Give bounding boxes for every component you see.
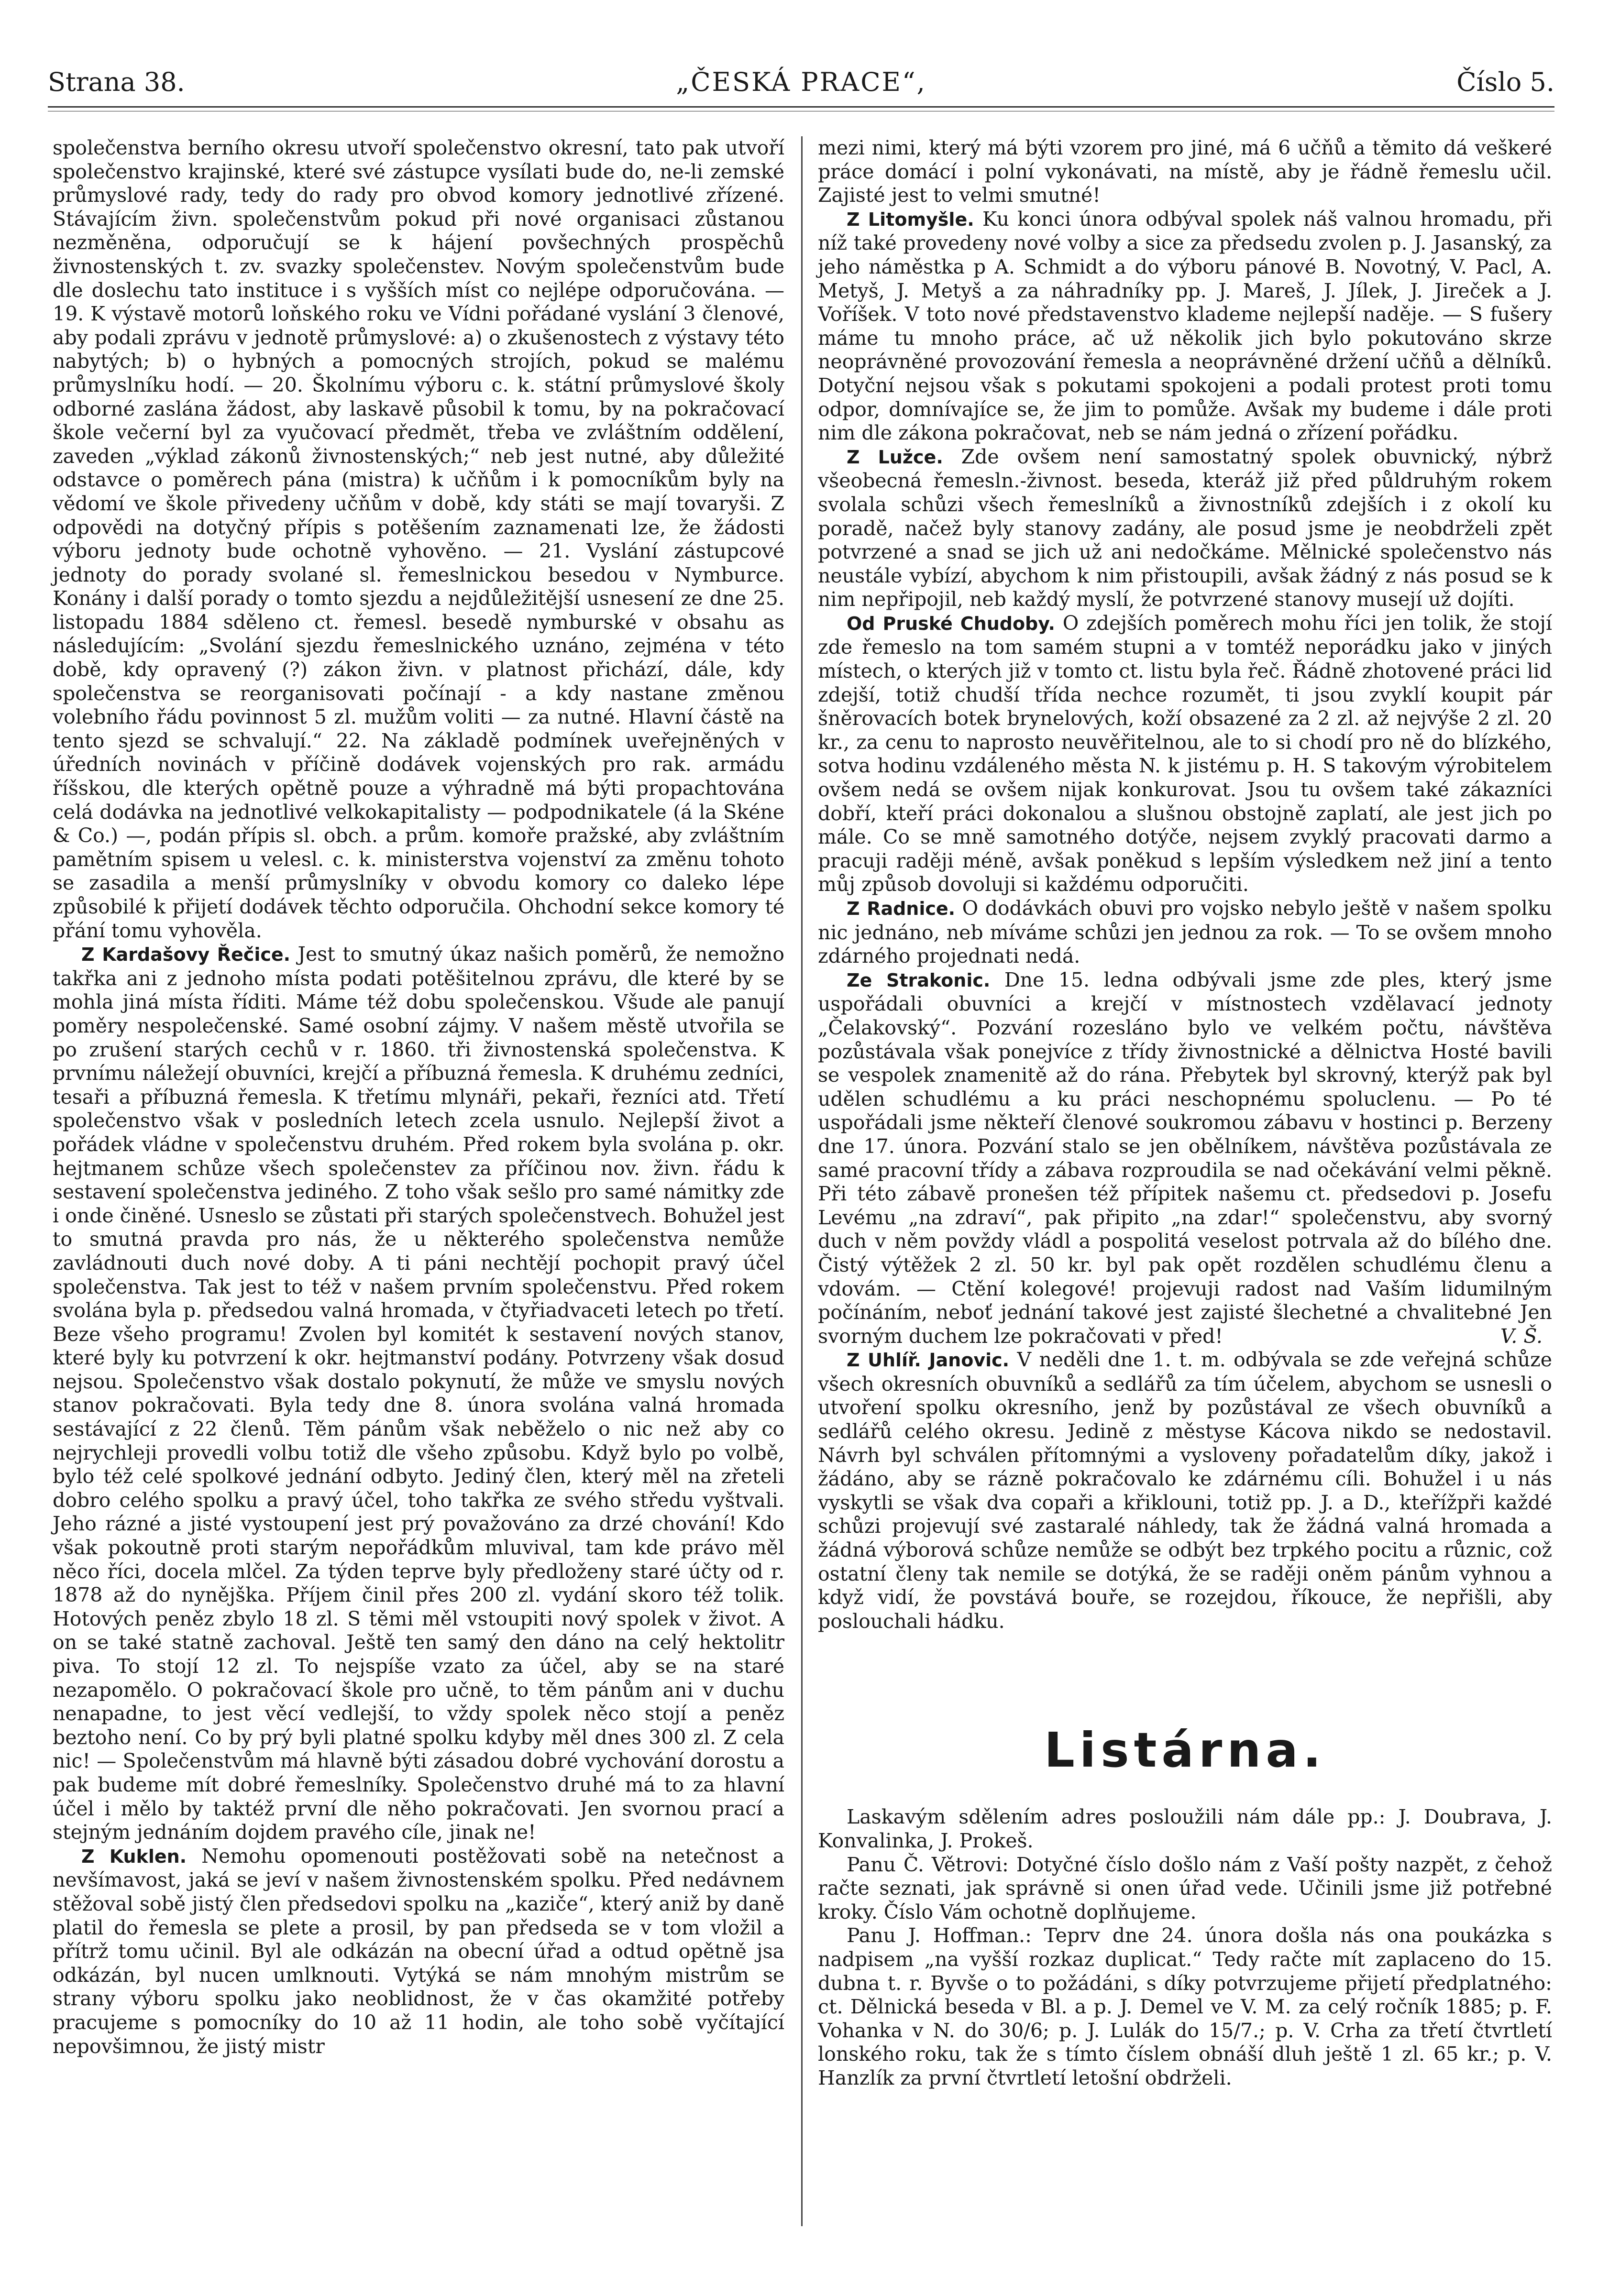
report-kuklen <box>53 1845 784 2058</box>
report-heading: Ze Strakonic. <box>847 969 991 991</box>
article-continuation: společenstva berního okresu utvoří společenstvo okresní, tato pak utvoří společenstvo krajinské, které své zástupce vysílati bude do, ne-li zemské průmyslové rady, tedy do rady pro obvod komory jednotlivé zřízené. Stávajícím živn. společenstvům pokud při nové organisaci zůstanou nezměněna, odporučují se k hájení povšechných prospěchů živnostenských t. zv. svazky společenstev. Novým společenstvům bude dle doslechu tato instituce i s vyšších míst co nejlépe odporučována. — 19. K výstavě motorů loňského roku ve Vídni pořádané vyslání 3 členové, aby podali zprávu v jednotě průmyslové: a) o zkušenostech z výstavy této nabytých; b) o hybných a pomocných strojích, pokud se malému průmyslníku hodí. — 20. Školnímu výboru c. k. státní průmyslové školy odborné zaslána žádost, aby laskavě působil k tomu, by na pokračovací škole večerní byl za vyučovací předmět, třeba ve zvláštním oddělení, zaveden „výklad zákonů živnostenských;“ neb jest nutné, aby důležité odstavce o poměrech pána (mistra) k učňům i k pomocníkům byly na vědomí ve škole přivedeny učňům v době, kdy státi se mají tovaryši. Z odpovědi na dotyčný přípis s potěšením zaznamenati lze, že žádosti výboru jednoty bude ochotně vyhověno. — 21. Vyslání zástupcové jednoty do porady svolané sl. řemeslnickou besedou v Nymburce. Konány i další porady o tomto sjezdu a nejdůležitější usnesení ze dne 25. listopadu 1884 sděleno ct. řemesl. besedě nymburské v obsahu as následujícím: „Svolání sjezdu řemeslnického uznáno, zejména v této době, kdy opravený (?) zákon živn. v platnost přichází, dále, kdy společenstva se reorganisovati počínají - a kdy nastane změnou volebního řádu povinnost 5 zl. mužům voliti — za nutné. Hlavní částě na tento sjezd se schvalují.“ 22. Na základě podmínek uveřejněných v úředních novinách v příčině dodávek vojenských pro rak. armádu říšskou, dle kterých opětně pouze a výhradně má býti propachtována celá dodávka na jednotlivé velkokapitalisty — podpodnikatele (á la Skéne & Co.) —, podán přípis sl. obch. a prům. komoře pražské, aby zvláštním pamětním spisem u velesl. c. k. ministerstva vojenství za změnu tohoto se zasadila a menší průmyslníky v obvodu komory co daleko lépe způsobilé k přijetí dodávek těchto odporučila. Ohchodní sekce komory té přání tomu vyhověla. <box>53 136 784 942</box>
report-body: V neděli dne 1. t. m. odbývala se zde veřejná schůze všech okresních obuvníků a sedlářů za tím účelem, abychom se usnesli o utvoření spolku okresního, jenž by pozůstával ze všech obuvníků a sedlářů celého okresu. Jedině z městyse Kácova nikdo se nedostavil. Návrh byl schválen přítomnými a vysloveny pořadatelům díky, jakož i žádáno, aby se rázně pokračovalo ke zdárnému cíli. Bohužel i u nás vyskytli se však dva copaři a křiklouni, totiž pp. J. a D., kteřížpři každé schůzi projevují své zastaralé náhledy, tak že žádná valná hromada a žádná výborová schůze nemůže se odbýt bez trpkého pocitu a různic, což ostatní členy tak nemile se dotýká, že se raději oněm pánům vyhnou a když vidí, že povstává bouře, se rozejdou, říkouce, že nepřišli, aby poslouchali hádku. <box>818 1348 1552 1633</box>
masthead-title: „ČESKÁ PRACE“, <box>676 67 926 97</box>
report-luzce <box>818 445 1552 612</box>
report-body: Zde ovšem není samostatný spolek obuvnický, nýbrž všeobecná řemesln.-živnost. beseda, kteráž již před půldruhým rokem svolala schůzi všech řemeslníků a živnostníků zdejších i z okolí ku poradě, načež byly stanovy zadány, ale posud jsme je neobdrželi zpět potvrzené a snad se jich už ani nedočkáme. Mělnické společenstvo nás neustále vybízí, abychom k nim přistoupili, avšak žádný z nás posud se k nim nepřipojil, neb každý myslí, že potvrzené stanovy musejí už dojíti. <box>818 445 1552 611</box>
report-signature: V. Š. <box>1500 1324 1543 1348</box>
issue-number: Číslo 5. <box>1456 67 1554 97</box>
report-body: Nemohu opomenouti postěžovati sobě na netečnost a nevšímavost, jaká se jeví v našem živnostenském spolku. Před nedávnem stěžoval sobě jistý člen předsedovi spolku na „kaziče“, který aniž by daně platil do řemesla se plete a prosil, by pan předseda se v tom vložil a přítrž tomu učinil. Byl ale odkázán na obecní úřad a odtud opětně jsa odkázán, byl nucen umlknouti. Vytýká se nám mnohým mistrům se strany výboru spolku jako neoblidnost, že v čas okamžité potřeby pracujeme s pomocníky do 10 až 11 hodin, ale toho sobě vyčítající nepovšimnou, že jistý mistr <box>53 1844 785 2058</box>
report-heading: Od Pruské Chudoby. <box>847 613 1055 634</box>
report-heading: Z Kuklen. <box>81 1846 187 1867</box>
report-body: O zdejších poměrech mohu říci jen tolik, že stojí zde řemeslo na tom samém stupni a v tomtéž neporádku jako v jiných místech, o kterých již v tomto ct. listu byla řeč. Řádně zhotovené práci lid zdejší, totiž chudší třída nechce rozumět, ti jsou zvyklí koupit pár šněrovacích botek brynelových, koží obsazené za 2 zl. až nejvýše 2 zl. 20 kr., za cenu to naprosto neuvěřitelnou, ale to si chodí pro ně do blízkého, sotva hodinu vzdáleného města N. k jistému p. H. S takovým výrobitelem ovšem nedá se ovšem nijak konkurovat. Jsou tu ovšem také zákazníci dobří, kteří práci dokonalou a slušnou obstojně zaplatí, ale jest jich po mále. Co se mně samotného dotýče, nejsem zvyklý pracovati darmo a pracuji raději méně, avšak poněkud s lepším výsledkem než jiní a tento můj způsob dovoluji si každému odporučiti. <box>818 611 1553 896</box>
report-pruska-chudoba <box>818 612 1552 897</box>
report-body: Dne 15. ledna odbývali jsme zde ples, který jsme uspořádali obuvníci a krejčí v místnostech vzdělavací jednoty „Čelakovský“. Pozvání rozesláno bylo ve velkém počtu, návštěva pozůstávala však ponejvíce z třídy živnostnické a dělnictva Hosté bavili se vespolek znamenitě až do rána. Přebytek byl skrovný, kterýž pak byl udělen schudlému a ku práci neschopnému spoluclenu. — Po té uspořádali jsme někteří členové soukromou zábavu v hostinci p. Berzeny dne 17. února. Pozvání stalo se jen obělníkem, návštěva pozůstávala ze samé pracovní třídy a zábava rozproudila se nad očekávání velmi pěkně. Při této zábavě pronešen též přípitek našemu ct. předsedovi p. Josefu Levému „na zdraví“, pak připito „na zdar!“ společenstvu, aby svorný duch v něm povždy vládl a pospolitá veselost potrvala až do bílého dne. Čistý výtěžek 2 zl. 50 kr. byl pak opět rozdělen schudlému členu a vdovám. — Ctění kolegové! projevuji radost nad Vaším lidumilným počínáním, neboť jednání takové jest zajisté šlechetné a chvalitebné Jen svorným duchem lze pokračovati v před! <box>818 968 1552 1348</box>
page-header <box>48 67 1554 110</box>
report-heading: Z Lužce. <box>847 446 943 468</box>
right-column <box>818 136 1552 2090</box>
report-radnice <box>818 897 1552 968</box>
listarna-heading: Listárna. <box>1044 1722 1326 1779</box>
report-strakonice <box>818 968 1552 1349</box>
header-rule <box>48 106 1554 108</box>
report-heading: Z Uhlíř. Janovic. <box>847 1350 1010 1371</box>
report-heading: Z Litomyšle. <box>847 209 974 230</box>
article-continuation: mezi nimi, který má býti vzorem pro jiné, má 6 učňů a těmito dá veškeré práce domácí i polní vykonávati, na místě, aby je řádně řemeslu učil. Zajisté jest to velmi smutné! <box>818 136 1552 207</box>
column-divider <box>801 136 803 2226</box>
page-number: Strana 38. <box>48 67 185 97</box>
left-column <box>53 136 784 2058</box>
listarna-entry: Laskavým sdělením adres posloužili nám dále pp.: J. Doubrava, J. Konvalinka, J. Prokeš. <box>818 1805 1552 1852</box>
report-heading: Z Kardašovy Řečice. <box>81 944 291 966</box>
report-heading: Z Radnice. <box>847 898 956 919</box>
report-body: Jest to smutný úkaz našich poměrů, že nemožno takřka ani z jednoho místa podati potěšitelnou zprávu, dle které by se mohla jiná místa říditi. Máme též dobu společenskou. Všude ale panují poměry nespolečenské. Samé osobní zájmy. V našem městě utvořila se po zrušení starých cechů v r. 1860. tři živnostenská společenstva. K prvnímu náležejí obuvníci, krejčí a příbuzná řemesla. K druhému zedníci, tesaři a příbuzná řemesla. K třetímu mlynáři, pekaři, řezníci atd. Třetí společenstvo však v posledních letech zcela usnulo. Nejlepší život a pořádek vládne v společenstvu druhém. Před rokem byla svolána p. okr. hejtmanem schůze všech společenstev za příčinou nov. živn. řádu k sestavení společenstva jediného. Z toho však sešlo pro samé námitky zde i onde činěné. Usneslo se zůstati při starých společenstvech. Bohužel jest to smutná pravda pro nás, že u některého společenstva nemůže zavládnouti duch nové doby. A ti páni nechtějí pochopit pravý účel společenstva. Tak jest to též v našem prvním společenstvu. Před rokem svolána byla p. předsedou valná hromada, v čtyřiadvaceti letech po třetí. Beze všeho programu! Zvolen byl komitét k sestavení nových stanov, které byly ku potvrzení k okr. hejtmanství podány. Potvrzeny však dosud nejsou. Společenstvo však dostalo pokynutí, že může ve smyslu nových stanov pokračovati. Byla tedy dne 8. února svolána valná hromada sestávající z 22 členů. Těm pánům však neběželo o nic než aby co nejrychleji provedli volbu totiž dle všeho způsobu. Když bylo po volbě, bylo též celé spolkové jednání odbyto. Jediný člen, který měl na zřeteli dobro celého spolku a pravý účel, toho takřka ze svého středu vyštvali. Jeho rázné a jisté vystoupení jest prý považováno za drzé chování! Kdo však pokoutně proti starým nepořádkům mluvival, tam kde právo měl něco říci, docela mlčel. Za týden teprve byly předloženy staré účty od r. 1878 až do nynějška. Příjem činil přes 200 zl. vydání skoro též tolik. Hotových peněz zbylo 18 zl. S těmi měl vstoupiti nový spolek v život. A on se také statně zachoval. Ještě ten samý den dáno na celý hektolitr piva. To stojí 12 zl. To nejspíše vzato za účel, aby se na staré nezapomělo. O pokračovací škole pro učně, to těm pánům ani v duchu nenapadne, to jest věcí vedlejší, to vždy spolek něco stojí a peněz beztoho není. Co by prý byli platné spolku kdyby měl dnes 300 zl. Z cela nic! — Společenstvům má hlavně býti zásadou dobré vychování dorostu a pak budeme mít dobré řemeslníky. Společenstvo druhé má to za hlavní účel i mělo by taktéž první dle něho pokračovati. Jen svornou prací a stejným jednáním dojdem pravého cíle, jinak ne! <box>53 943 784 1844</box>
report-litomysl <box>818 208 1552 445</box>
listarna-entry: Panu J. Hoffman.: Teprv dne 24. února došla nás ona poukázka s nadpisem „na vyšší rozkaz duplicat.“ Tedy račte mít zaplaceno do 15. dubna t. r. Byvše o to požádáni, s díky potvrzujeme přijetí předplatného: ct. Dělnická beseda v Bl. a p. J. Demel ve V. M. za celý ročník 1885; p. F. Vohanka v N. do 30/6; p. J. Lulák do 15/7.; p. V. Crha za třetí čtvrtletí lonského roku, tak že s tímto číslem obnáší dluh ještě 1 zl. 65 kr.; p. V. Hanzlík za první čtvrtletí letošní obdrželi. <box>818 1924 1552 2089</box>
report-uhlirske-janovice <box>818 1348 1552 1633</box>
listarna-entry: Panu Č. Větrovi: Dotyčné číslo došlo nám z Vaší pošty nazpět, z čehož račte seznati, jak správně si onen úřad vede. Učinili jsme již potřebné kroky. Číslo Vám ochotně doplňujeme. <box>818 1853 1552 1923</box>
report-kardasova-recice <box>53 943 784 1845</box>
report-body: Ku konci února odbýval spolek náš valnou hromadu, při níž také provedeny nové volby a sice za předsedu zvolen p. J. Jasanský, za jeho náměstka p A. Schmidt a do výboru pánové B. Novotný, V. Pacl, A. Metyš, J. Metyš a za náhradníky pp. J. Mareš, J. Jílek, J. Jireček a J. Voříšek. V toto nové představenstvo klademe nejlepší naděje. — S fušery máme tu mnoho práce, ač už několik jich bylo pokutováno skrze neoprávněné provozování řemesla a neoprávněné držení učňů a dělníků. Dotyční nejsou však s pokutami spokojeni a podali protest proti tomu odpor, domnívajíce se, že jim to pomůže. Avšak my budeme i dále proti nim dle zákona pokračovat, neb se nám jedná o zřízení pořádku. <box>818 207 1552 445</box>
report-body: O dodávkách obuvi pro vojsko nebylo ještě v našem spolku nic jednáno, neb míváme schůzi jen jednou za rok. — To se ovšem mnoho zdárného projednati nedá. <box>818 897 1552 968</box>
